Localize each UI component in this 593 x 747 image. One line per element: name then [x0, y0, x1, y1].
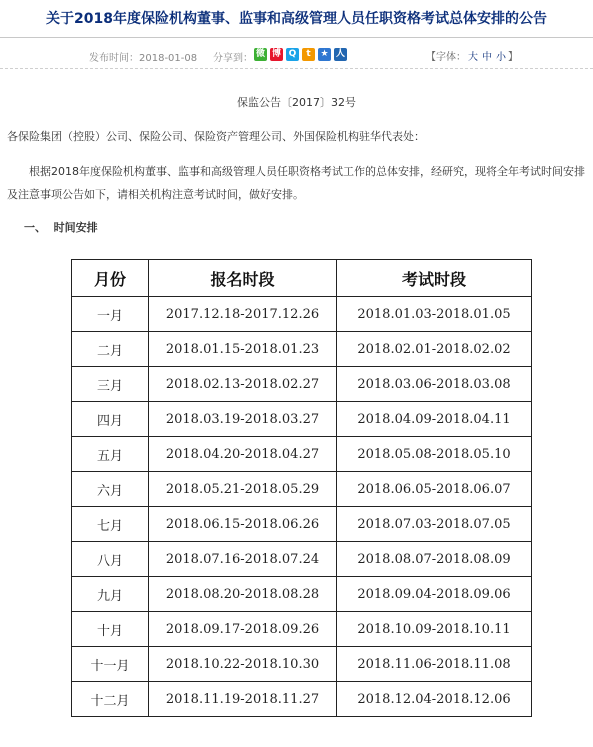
document-number: 保监公告〔2017〕32号: [237, 96, 356, 109]
share-icon-group: [254, 48, 347, 61]
table-row: [72, 437, 532, 472]
article-title: 关于2018年度保险机构董事、监事和高级管理人员任职资格考试总体安排的公告: [46, 11, 547, 27]
table-row: [72, 647, 532, 682]
registration-period-cell: 2018.07.16-2018.07.24: [149, 542, 337, 577]
exam-period-cell: 2018.06.05-2018.06.07: [337, 472, 532, 507]
exam-period-cell: 2018.04.09-2018.04.11: [337, 402, 532, 437]
meta-divider: [0, 68, 593, 70]
month-cell: 四月: [72, 402, 149, 437]
table-row: [72, 332, 532, 367]
registration-period-cell: 2018.05.21-2018.05.29: [149, 472, 337, 507]
column-header-registration: 报名时段: [149, 260, 337, 297]
registration-period-cell: 2018.08.20-2018.08.28: [149, 577, 337, 612]
month-cell: 五月: [72, 437, 149, 472]
column-header-month: 月份: [72, 260, 149, 297]
registration-period-cell: 2018.11.19-2018.11.27: [149, 682, 337, 717]
month-cell: 九月: [72, 577, 149, 612]
table-header-row: [72, 260, 532, 297]
month-cell: 十月: [72, 612, 149, 647]
exam-period-cell: 2018.09.04-2018.09.06: [337, 577, 532, 612]
table-row: [72, 507, 532, 542]
font-size-selector: [426, 48, 518, 63]
registration-period-cell: 2018.10.22-2018.10.30: [149, 647, 337, 682]
qq-share-icon[interactable]: ★: [318, 48, 331, 61]
section-heading: 一、 时间安排: [24, 221, 98, 234]
exam-period-cell: 2018.05.08-2018.05.10: [337, 437, 532, 472]
publish-date: 发布时间：2018-01-08: [89, 53, 198, 64]
exam-period-cell: 2018.07.03-2018.07.05: [337, 507, 532, 542]
exam-period-cell: 2018.02.01-2018.02.02: [337, 332, 532, 367]
addressee-line: 各保险集团（控股）公司、保险公司、保险资产管理公司、外国保险机构驻华代表处：: [7, 130, 425, 143]
month-cell: 一月: [72, 297, 149, 332]
table-row: [72, 577, 532, 612]
table-row: [72, 472, 532, 507]
month-cell: 七月: [72, 507, 149, 542]
table-row: [72, 612, 532, 647]
month-cell: 十二月: [72, 682, 149, 717]
exam-period-cell: 2018.03.06-2018.03.08: [337, 367, 532, 402]
exam-period-cell: 2018.10.09-2018.10.11: [337, 612, 532, 647]
registration-period-cell: 2017.12.18-2017.12.26: [149, 297, 337, 332]
tencent-weibo-share-icon[interactable]: t: [302, 48, 315, 61]
month-cell: 三月: [72, 367, 149, 402]
month-cell: 六月: [72, 472, 149, 507]
body-paragraph: 根据2018年度保险机构董事、监事和高级管理人员任职资格考试工作的总体安排，经研究，现将全年考试时间安排及注意事项公告如下，请相关机构注意考试时间，做好安排。: [7, 165, 585, 201]
qzone-share-icon[interactable]: Q: [286, 48, 299, 61]
table-row: [72, 297, 532, 332]
table-row: [72, 402, 532, 437]
registration-period-cell: 2018.03.19-2018.03.27: [149, 402, 337, 437]
title-divider: [0, 37, 593, 38]
exam-schedule-table: [71, 259, 532, 717]
month-cell: 八月: [72, 542, 149, 577]
month-cell: 二月: [72, 332, 149, 367]
registration-period-cell: 2018.04.20-2018.04.27: [149, 437, 337, 472]
column-header-exam: 考试时段: [337, 260, 532, 297]
registration-period-cell: 2018.01.15-2018.01.23: [149, 332, 337, 367]
font-size-suffix: 】: [508, 52, 518, 63]
table-row: [72, 542, 532, 577]
wechat-share-icon[interactable]: 微: [255, 49, 265, 59]
registration-period-cell: 2018.02.13-2018.02.27: [149, 367, 337, 402]
exam-period-cell: 2018.08.07-2018.08.09: [337, 542, 532, 577]
exam-period-cell: 2018.01.03-2018.01.05: [337, 297, 532, 332]
share-label: 分享到：: [213, 53, 253, 64]
registration-period-cell: 2018.09.17-2018.09.26: [149, 612, 337, 647]
weibo-share-icon[interactable]: 博: [271, 49, 281, 59]
font-size-medium-link[interactable]: 中: [482, 52, 492, 63]
font-size-large-link[interactable]: 大: [468, 52, 478, 63]
renren-share-icon[interactable]: 人: [335, 49, 345, 59]
font-size-small-link[interactable]: 小: [496, 52, 506, 63]
month-cell: 十一月: [72, 647, 149, 682]
exam-period-cell: 2018.12.04-2018.12.06: [337, 682, 532, 717]
registration-period-cell: 2018.06.15-2018.06.26: [149, 507, 337, 542]
table-row: [72, 367, 532, 402]
table-row: [72, 682, 532, 717]
exam-period-cell: 2018.11.06-2018.11.08: [337, 647, 532, 682]
font-size-prefix: 【字体：: [426, 52, 466, 63]
